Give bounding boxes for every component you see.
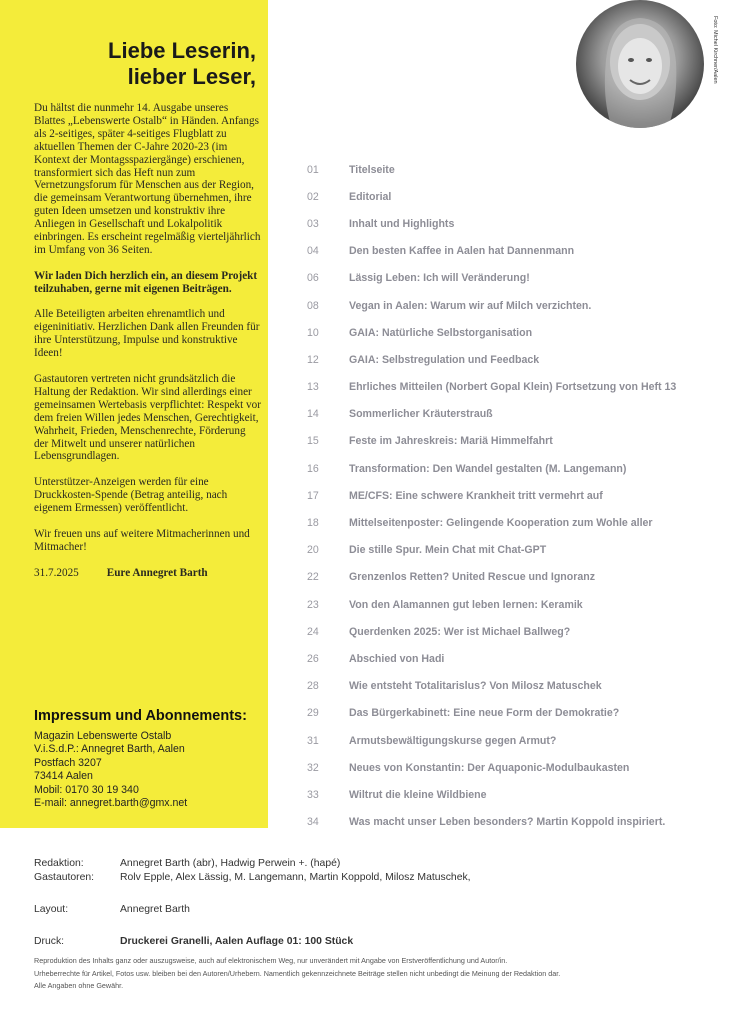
toc-entry [307,700,737,727]
toc-entry [307,754,737,781]
toc-page-number: 04 [307,245,319,258]
table-of-contents [307,156,737,836]
toc-entry [307,591,737,618]
letter-paragraph-2: Wir laden Dich herzlich ein, an diesem Projekt teilzuhaben, gerne mit eigenen Beiträgen. [34,269,258,295]
legal-line: Alle Angaben ohne Gewähr. [34,981,124,990]
toc-entry [307,537,737,564]
impressum-line: V.i.S.d.P.: Annegret Barth, Aalen [34,743,185,756]
letter-signature: Eure Annegret Barth [106,566,208,579]
toc-entry [307,374,737,401]
toc-title: Querdenken 2025: Wer ist Michael Ballweg? [349,625,571,638]
toc-page-number: 06 [307,272,319,285]
credits-label: Layout: [34,903,69,915]
impressum-line: Postfach 3207 [34,756,102,769]
toc-page-number: 26 [307,652,319,665]
toc-title: Wie entsteht Totalitarislus? Von Milosz Matuschek [349,680,602,693]
toc-title: GAIA: Natürliche Selbstorganisation [349,326,533,339]
toc-entry [307,645,737,672]
toc-entry [307,238,737,265]
toc-page-number: 12 [307,353,319,366]
legal-line: Urheberrechte für Artikel, Fotos usw. bleiben bei den Autoren/Urhebern. Namentlich gekennzeichnete Beiträge stellen nicht unbedingt die Meinung der Redaktion dar. [34,968,561,978]
editorial-letter [34,102,262,579]
toc-title: Die stille Spur. Mein Chat mit Chat-GPT [349,544,547,557]
toc-title: Abschied von Hadi [349,652,445,665]
toc-page-number: 28 [307,680,319,693]
toc-page-number: 29 [307,707,319,720]
toc-entry [307,564,737,591]
toc-entry [307,455,737,482]
credits-value: Annegret Barth [120,903,190,915]
credits-label: Druck: [34,935,65,947]
credits-value: Annegret Barth (abr), Hadwig Perwein +. (hapé) [120,857,341,869]
toc-page-number: 32 [307,761,319,774]
toc-title: Grenzenlos Retten? United Rescue und Ignoranz [349,571,596,584]
toc-title: Sommerlicher Kräuterstrauß [349,408,493,421]
toc-title: Titelseite [349,163,395,176]
toc-entry [307,428,737,455]
letter-paragraph-1: Du hältst die nunmehr 14. Ausgabe unseres Blattes „Lebenswerte Ostalb“ in Händen. Anfangs als 2-seitiges, später 4-seitiges Flugblatt zu aktuellen Themen der C-Jahre 2020-23 (im Kontext der Montagsspaziergänge) erschienen, transformiert sich das Heft nun zum Vernetzungsforum für Menschen aus der Region, die gemeinsam Verantwortung übernehmen, ihre guten Ideen umsetzen und konstruktiv ihre Anliegen in Gesellschaft und Lokalpolitik einbringen. Es erscheint regelmäßig vierteljährlich im Umfang von 36 Seiten. [34,102,261,256]
impressum-line: Mobil: 0170 30 19 340 [34,783,139,796]
credits-value: Druckerei Granelli, Aalen Auflage 01: 100 Stück [120,935,354,947]
legal-line: Reproduktion des Inhalts ganz oder auszugsweise, auch auf elektronischem Weg, nur unverändert mit Angabe von Erstveröffentlichung und Autor/in. [34,956,508,965]
toc-entry [307,781,737,808]
credits-row-gastautoren [34,870,724,884]
toc-page-number: 24 [307,625,319,638]
credits-value: Rolv Epple, Alex Lässig, M. Langemann, Martin Koppold, Milosz Matuschek, [120,871,471,883]
toc-entry [307,809,737,836]
toc-entry [307,401,737,428]
impressum-title: Impressum und Abonnements: [34,708,247,724]
toc-title: Was macht unser Leben besonders? Martin Koppold inspiriert. [349,816,666,829]
credits-row-layout [34,902,724,916]
toc-entry [307,727,737,754]
toc-entry [307,156,737,183]
toc-page-number: 16 [307,462,319,475]
letter-paragraph-6: Wir freuen uns auf weitere Mitmacherinnen und Mitmacher! [34,527,250,553]
greeting-heading [60,38,256,90]
letter-paragraph-4: Gastautoren vertreten nicht grundsätzlich die Haltung der Redaktion. Wir sind allerdings einer gemeinsamen Wertebasis verpflichtet: Respekt vor dem freien Willen jedes Menschen, Gerechtigkeit, Wahrheit, Frieden, Menschenrechte, Förderung der Mitwelt und unserer natürlichen Lebensgrundlagen. [34,372,261,463]
toc-page-number: 17 [307,489,319,502]
toc-page-number: 34 [307,816,319,829]
toc-page-number: 14 [307,408,319,421]
impressum-line: 73414 Aalen [34,770,93,783]
toc-entry [307,183,737,210]
toc-title: Armutsbewältigungskurse gegen Armut? [349,734,557,747]
impressum-email: E-mail: annegret.barth@gmx.net [34,797,188,810]
toc-page-number: 10 [307,326,319,339]
toc-entry [307,210,737,237]
toc-title: Neues von Konstantin: Der Aquaponic-Modulbaukasten [349,761,630,774]
impressum-block [34,730,187,810]
impressum-line: Magazin Lebenswerte Ostalb [34,730,172,742]
credits-block [34,856,724,948]
toc-page-number: 22 [307,571,319,584]
toc-page-number: 20 [307,544,319,557]
greeting-line-2: lieber Leser, [127,64,256,89]
toc-title: Vegan in Aalen: Warum wir auf Milch verzichten. [349,299,592,312]
toc-page-number: 15 [307,435,319,448]
toc-title: Ehrliches Mitteilen (Norbert Gopal Klein) Fortsetzung von Heft 13 [349,381,677,394]
toc-page-number: 02 [307,190,319,203]
toc-page-number: 13 [307,381,319,394]
toc-title: Feste im Jahreskreis: Mariä Himmelfahrt [349,435,553,448]
credits-label: Redaktion: [34,857,84,869]
portrait-silhouette-icon [576,0,704,128]
author-portrait-photo [576,0,704,128]
toc-page-number: 01 [307,163,319,176]
letter-paragraph-3: Alle Beteiligten arbeiten ehrenamtlich und eigeninitiativ. Herzlichen Dank allen Freunden für ihre Unterstützung, Impulse und konstruktive Ideen! [34,308,260,360]
toc-entry [307,673,737,700]
credits-label: Gastautoren: [34,871,95,883]
toc-title: GAIA: Selbstregulation und Feedback [349,353,540,366]
credits-row-druck [34,934,724,948]
toc-title: Editorial [349,190,392,203]
toc-title: Lässig Leben: Ich will Veränderung! [349,272,530,285]
toc-entry [307,618,737,645]
credits-row-redaktion [34,856,724,870]
toc-title: Den besten Kaffee in Aalen hat Dannenmann [349,245,575,258]
toc-entry [307,319,737,346]
legal-notice [34,955,724,993]
toc-entry [307,265,737,292]
toc-title: ME/CFS: Eine schwere Krankheit tritt vermehrt auf [349,489,603,502]
toc-entry [307,292,737,319]
greeting-line-1: Liebe Leserin, [108,38,256,63]
toc-page-number: 18 [307,517,319,530]
toc-entry [307,509,737,536]
toc-entry [307,482,737,509]
toc-title: Transformation: Den Wandel gestalten (M. Langemann) [349,462,627,475]
letter-signature-row [34,567,262,580]
toc-entry [307,346,737,373]
toc-page-number: 33 [307,788,319,801]
letter-paragraph-5: Unterstützer-Anzeigen werden für eine Druckkosten-Spende (Betrag anteilig, nach eigenem Ermessen) veröffentlicht. [34,476,228,515]
toc-page-number: 08 [307,299,319,312]
toc-title: Wiltrut die kleine Wildbiene [349,788,487,801]
toc-title: Mittelseitenposter: Gelingende Kooperation zum Wohle aller [349,517,653,530]
toc-page-number: 23 [307,598,319,611]
letter-date: 31.7.2025 [34,566,79,579]
toc-page-number: 31 [307,734,319,747]
toc-title: Das Bürgerkabinett: Eine neue Form der Demokratie? [349,707,620,720]
photo-credit: Foto: Michel Kirchner/Aalen [712,16,718,84]
toc-title: Von den Alamannen gut leben lernen: Keramik [349,598,583,611]
toc-title: Inhalt und Highlights [349,217,455,230]
toc-page-number: 03 [307,217,319,230]
